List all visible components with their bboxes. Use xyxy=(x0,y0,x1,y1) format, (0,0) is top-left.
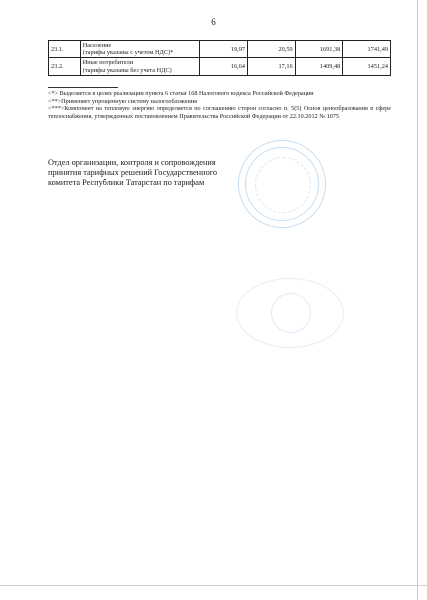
scan-edge xyxy=(417,0,418,600)
footnote-vat: <*> Выделяется в целях реализации пункта 6 статьи 168 Налогового кодекса Российской Федерации xyxy=(48,90,314,97)
table-cell: 16,64 xyxy=(200,58,248,75)
table-cell: 19,97 xyxy=(200,41,248,58)
consumer-group: Иные потребители xyxy=(82,59,134,67)
footnote-simplified-tax: <**>Применяет упрощенную систему налогообложения xyxy=(48,97,197,105)
signature-block xyxy=(48,158,268,189)
table-cell: 1691,38 xyxy=(295,41,343,58)
footnote-divider xyxy=(48,87,118,88)
row-description xyxy=(80,41,200,58)
table-row xyxy=(49,58,391,75)
stamp-inner-ring xyxy=(271,293,311,333)
table-cell: 1409,48 xyxy=(295,58,343,75)
signature-line: Отдел организации, контроля и сопровождения xyxy=(48,158,216,167)
scan-edge xyxy=(0,585,427,586)
faded-stamp-icon xyxy=(236,278,344,348)
vat-note: (тарифы указаны с учетом НДС)* xyxy=(82,49,174,57)
table-cell: 1741,49 xyxy=(343,41,391,58)
table-cell: 20,59 xyxy=(248,41,296,58)
row-number: 23.1. xyxy=(49,41,81,58)
signature-line: принятия тарифных решений Государственного xyxy=(48,168,218,178)
vat-note: (тарифы указаны без учета НДС) xyxy=(82,66,172,74)
tariff-table xyxy=(48,40,391,76)
row-description xyxy=(80,58,200,75)
table-cell: 17,16 xyxy=(248,58,296,75)
page-number: 6 xyxy=(211,17,216,27)
row-number: 23.2. xyxy=(49,58,81,75)
table-cell: 1451,24 xyxy=(343,58,391,75)
signature-line: комитета Республики Татарстан по тарифам xyxy=(48,178,205,188)
footnote-heat-component: <***>Компонент на тепловую энергию определяется по соглашению сторон согласно п. 5(5) Основ ценообразования в сфере теплоснабжения, утвержденных постановлением Правительства Российской Федерации от 22.10.2012 № 1075 xyxy=(48,105,391,120)
table-row xyxy=(49,41,391,58)
footnotes xyxy=(48,90,391,120)
consumer-group: Население xyxy=(82,42,112,49)
